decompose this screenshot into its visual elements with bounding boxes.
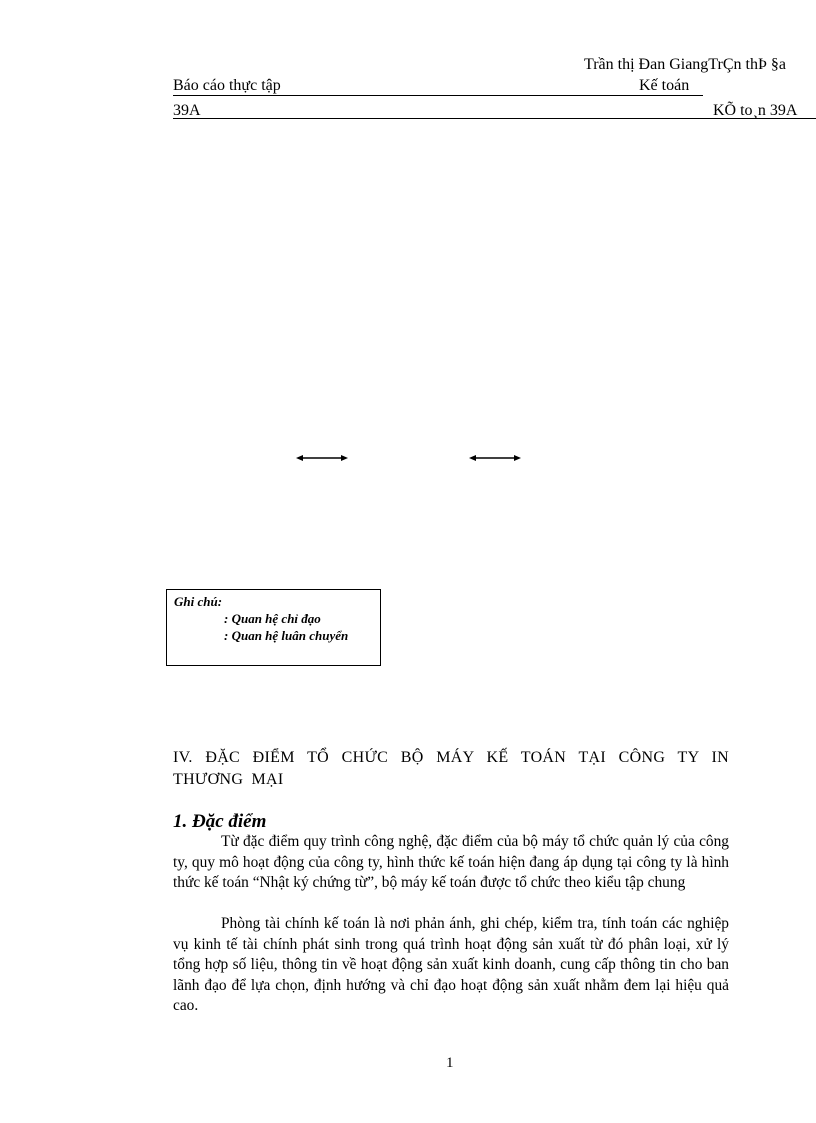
double-arrow-icon [469,452,521,464]
header-rule-top [173,95,703,96]
sub-heading: 1. Đặc điểm [173,811,267,832]
page-number: 1 [446,1055,454,1071]
legend-item-direction: : Quan hệ chỉ đạo [224,611,321,626]
double-arrow-icon [296,452,348,464]
header-class-right: KÕ to¸n 39A [713,102,798,119]
legend-item-circulation: : Quan hệ luân chuyển [224,628,349,643]
header-class-left: 39A [173,102,201,119]
header-subject: Kế toán [639,77,690,94]
paragraph-2: Phòng tài chính kế toán là nơi phản ánh, ghi chép, kiểm tra, tính toán các nghiệp vụ kinh tế tài chính phát sinh trong quá trình hoạt động sản xuất từ đó phân loại, xử lý tổng hợp số liệu, thông tin về hoạt động sản xuất kinh doanh, cung cấp thông tin cho ban lãnh đạo để lựa chọn, định hướng và chỉ đạo hoạt động sản xuất nhằm đem lại hiệu quả cao. [173,915,729,1014]
section-heading: IV. ĐẶC ĐIỂM TỔ CHỨC BỘ MÁY KẾ TOÁN TẠI CÔNG TY IN THƯƠNG MẠI [173,749,729,788]
header-author: Trần thị Đan GiangTrÇn thÞ §a [584,56,786,73]
paragraph-1: Từ đặc điểm quy trình công nghệ, đặc điểm của bộ máy tổ chức quản lý của công ty, quy mô hoạt động của công ty, hình thức kế toán hiện đang áp dụng tại công ty là hình thức kế toán “Nhật ký chứng từ”, bộ máy kế toán được tổ chức theo kiểu tập chung [173,833,729,891]
header-report-title: Báo cáo thực tập [173,77,281,94]
legend-title: Ghi chú: [174,594,223,609]
header-rule-bottom [173,118,816,119]
legend-box [166,589,381,666]
